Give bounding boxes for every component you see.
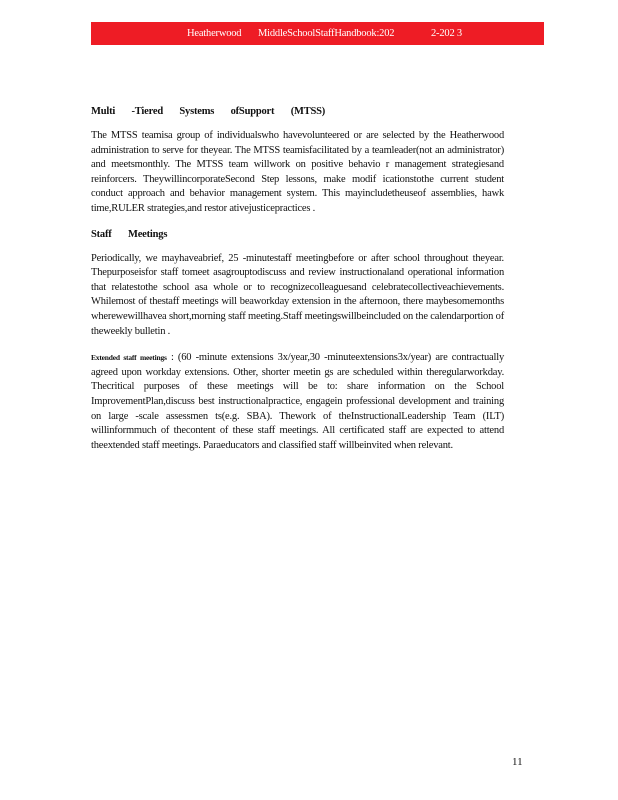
page-content bbox=[91, 106, 504, 465]
extended-meetings-paragraph bbox=[91, 351, 504, 453]
staff-meetings-heading: Staff Meetings bbox=[91, 228, 168, 240]
extended-meetings-text: : (60 -minute extensions 3x/year,30 -minuteextensions3x/year) are contractually agreed upon workday extensions. Other, shorter meetin gs are scheduled within theregularworkday. Thecritical purposes of these meetings will be to: share information on the School ImprovementPlan,discuss best instructionalpractice, engagein professional development and training on large -scale assessmen ts(e.g. SBA). Thework of theInstructionalLeadership Team (ILT) willinformmuch of thecontent of these staff meetings. All certificated staff are expected to attend theextended staff meetings. Paraeducators and classified staff willbeinvited when relevant. bbox=[91, 352, 505, 451]
page-number: 11 bbox=[512, 756, 523, 768]
mtss-paragraph: The MTSS teamisa group of individualswho havevolunteered or are selected by the Heatherwood administration to serve for theyear. The MTSS teamisfacilitated by a teamleader(not an administrator) and meetsmonthly. The MTSS team willwork on positive behavio r management strategiesand reinforcers. TheywillincorporateSecond Step lessons, make modif icationstothe current student conduct approach and behavior management system. This mayincludetheuseof assemblies, hawk time,RULER strategies,and restor ativejusticepractices . bbox=[91, 130, 504, 214]
header-school-year: 2-202 3 bbox=[431, 28, 462, 39]
mtss-heading: Multi -Tiered Systems ofSupport (MTSS) bbox=[91, 106, 326, 117]
header-handbook-title: MiddleSchoolStaffHandbook:202 bbox=[258, 28, 395, 39]
header-school-name: Heatherwood bbox=[187, 28, 242, 39]
staff-meetings-paragraph: Periodically, we mayhaveabrief, 25 -minutestaff meetingbefore or after school throughout theyear. Thepurposeisfor staff tomeet asagrouptodiscuss and review instructionaland operational information that relatestothe school asa whole or to recognizecolleaguesand celebratecollectiveachievements. Whilemost of thestaff meetings will beaworkday extension in the afternoon, there maybesomemonths wherewewillhavea short,morning staff meeting.Staff meetingswillbeincluded on the calendarportion of theweekly bulletin . bbox=[91, 252, 504, 337]
extended-meetings-lead: Extended staff meetings bbox=[91, 353, 167, 363]
page-header bbox=[91, 22, 544, 45]
